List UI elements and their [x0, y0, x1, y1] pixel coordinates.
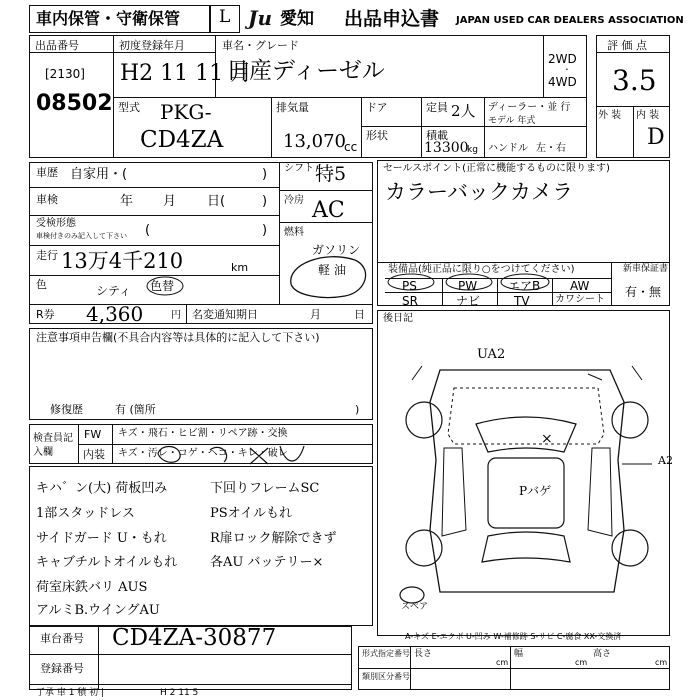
- equip-navi: ナビ: [456, 294, 481, 308]
- load-label: 積載: [426, 129, 448, 142]
- diagram-rear-window: [482, 532, 570, 562]
- form-title: 出品申込書: [344, 8, 440, 30]
- repair-close: ): [355, 403, 360, 416]
- note-3: 1部スタッドレス: [36, 506, 135, 521]
- diagram-wheel-rl: [406, 530, 442, 566]
- memo-label: 後日記: [383, 313, 413, 324]
- cap-label: 定員: [426, 101, 448, 114]
- mileage-label: 走行: [36, 249, 58, 262]
- lot-bracket: [2130]: [45, 67, 85, 81]
- note-8: 各AU バッテリー×: [210, 555, 324, 570]
- diagram-wheel-fl: [406, 402, 442, 438]
- fuel-label: 燃料: [284, 227, 304, 238]
- record-close: ): [262, 223, 268, 238]
- name-change-day: 日: [354, 308, 365, 321]
- fuel-diesel: 軽 油: [318, 263, 346, 277]
- model-year-label: モデル 年式: [488, 116, 536, 126]
- cooling-label: 冷房: [284, 195, 304, 206]
- name-value: 日産ディーゼル: [226, 58, 385, 84]
- length-label: 長さ: [414, 649, 433, 659]
- height-label: 高さ: [593, 649, 612, 659]
- color-change-circle: [145, 275, 185, 297]
- form-number-label: 形式指定番号: [362, 649, 410, 658]
- logo-org: 愛知: [280, 9, 314, 29]
- equip-pw: PW: [458, 279, 478, 293]
- equip-ps: PS: [402, 279, 417, 293]
- fw-items: キズ・飛石・ヒビ割・リペア跡・交換: [118, 428, 288, 439]
- chassis-label: 車台番号: [40, 632, 84, 645]
- bottom-row: 了承 車 1 積 初 |: [36, 688, 105, 698]
- handle-label: ハンドル: [488, 143, 528, 154]
- notes-label: 注意事項申告欄(不具合内容等は具体的に記入して下さい): [36, 331, 320, 344]
- fuel-diesel-circle: [285, 248, 371, 300]
- diagram-side-label: A2: [658, 454, 673, 467]
- length-unit: cm: [496, 658, 509, 667]
- equip-label: 装備品(純正品に限り○をつけてください): [388, 264, 575, 275]
- shape-label: 形状: [366, 129, 388, 142]
- r-tax-label: R券: [36, 308, 55, 321]
- equip-ps-circle: [386, 272, 436, 292]
- fw-label: FW: [84, 428, 102, 441]
- equip-sr: SR: [402, 294, 418, 308]
- warranty-label: 新車保証書: [623, 264, 669, 274]
- vehicle-damage-diagram: [392, 340, 662, 620]
- r-tax-value: 4,360: [86, 302, 144, 326]
- bottom-row-2: H 2 11 5: [160, 688, 199, 698]
- inspection-year: 年: [120, 194, 134, 209]
- width-label: 幅: [514, 649, 524, 659]
- diagram-spare: [400, 587, 424, 603]
- color-change: 色替: [150, 279, 175, 293]
- height-unit: cm: [655, 658, 668, 667]
- note-10: アルミB.ウイングAU: [36, 603, 160, 618]
- interior-value: D: [647, 125, 665, 150]
- equip-tv: TV: [514, 294, 530, 308]
- diagram-bed-mark: Pバゲ: [519, 484, 552, 498]
- inspection-month: 月: [163, 194, 177, 209]
- width-unit: cm: [575, 658, 588, 667]
- inspector-label: 検査員記入欄: [33, 433, 73, 458]
- load-value: 13300: [424, 140, 469, 156]
- inspection-day: 日(: [207, 194, 226, 209]
- name-label: 車名・グレード: [222, 39, 299, 52]
- rating-score: 3.5: [612, 64, 657, 97]
- sales-label: セールスポイント(正常に機能するものに限ります): [383, 163, 610, 174]
- model-label: 型式: [118, 101, 140, 114]
- mileage-value: 13万4千210: [61, 249, 184, 273]
- equip-airbag-circle: [499, 272, 551, 292]
- note-2: 下回りフレームSC: [210, 481, 320, 496]
- rating-label: 評 価 点: [607, 39, 647, 52]
- disp-value: 13,070: [283, 131, 346, 152]
- first-reg-label: 初度登録年月: [119, 39, 185, 52]
- disp-label: 排気量: [276, 101, 309, 114]
- load-unit: kg: [467, 145, 478, 155]
- equip-pw-circle: [444, 272, 494, 292]
- note-5: サイドガード U・もれ: [36, 531, 167, 546]
- color-value: シティ: [96, 284, 132, 298]
- diagram-cabin-mark: ×: [541, 431, 553, 447]
- record-label: 受検形態: [36, 218, 76, 229]
- equip-leather: カワシート: [555, 294, 605, 305]
- diagram-left-doors: [442, 448, 466, 536]
- handle-value: 左・右: [536, 143, 566, 154]
- note-6: R扉ロック解除できず: [210, 531, 337, 546]
- drive-dot: ・: [563, 65, 571, 74]
- note-7: キャブチルトオイルもれ: [36, 555, 178, 570]
- usage-label: 車歴: [36, 166, 58, 179]
- repair-label: 修復歴: [50, 403, 83, 416]
- diagram-right-doors: [588, 448, 612, 536]
- damage-legend: A-キズ E-エクボ U-凹み W-補修跡 S-サビ C-腐食 XX-交換済: [405, 632, 622, 641]
- warranty-value: 有・無: [625, 285, 662, 299]
- lot-label: 出品番号: [35, 39, 79, 52]
- record-note: 車検付きのみ記入して下さい: [36, 232, 127, 240]
- cooling-value: AC: [312, 198, 345, 223]
- r-tax-unit: 円: [171, 310, 181, 321]
- diagram-windshield: [476, 417, 576, 452]
- inspection-close: ): [262, 194, 268, 209]
- first-reg-value: H2 11 11 月: [120, 61, 253, 86]
- diagram-inner-line: [448, 388, 604, 447]
- cap-value: 2人: [451, 102, 476, 120]
- title-mark: L: [219, 7, 231, 27]
- interior-label: 内 装: [636, 110, 660, 121]
- dealer-label: ディーラー・並 行: [488, 102, 571, 113]
- color-label: 色: [36, 278, 47, 291]
- mileage-unit: km: [231, 261, 249, 274]
- record-open: (: [145, 223, 151, 238]
- note-9: 荷室床鉄バリ AUS: [36, 580, 148, 595]
- model-line1: PKG-: [160, 100, 212, 124]
- type-number-label: 類別区分番号: [362, 672, 410, 681]
- diagram-body-outline: [430, 370, 624, 592]
- drive-2wd: 2WD: [548, 52, 577, 66]
- shift-label: シフト: [284, 163, 314, 174]
- name-change-month: 月: [310, 308, 321, 321]
- disp-unit: cc: [344, 140, 358, 154]
- interior-items: キズ・汚レ・コゲ・ヘコ・キレ・破レ: [118, 448, 288, 459]
- diagram-top-label: UA2: [477, 347, 506, 362]
- fuel-gas: ガソリン: [312, 243, 361, 257]
- note-4: PSオイルもれ: [210, 506, 293, 521]
- usage-close: ): [262, 167, 268, 182]
- reg-label: 登録番号: [40, 662, 84, 675]
- sales-value: カラーバックカメラ: [385, 180, 573, 204]
- exterior-label: 外 装: [598, 110, 622, 121]
- lot-number: 08502: [36, 91, 113, 116]
- shift-value: 特5: [315, 163, 347, 185]
- name-change-label: 名変通知期日: [192, 308, 258, 321]
- chassis-value: CD4ZA-30877: [112, 625, 277, 651]
- storage-title: 車内保管・守衛保管: [36, 9, 181, 28]
- assoc-name: JAPAN USED CAR DEALERS ASSOCIATION: [456, 15, 684, 26]
- diagram-wheel-fr: [612, 402, 648, 438]
- repair-value: 有 (箇所: [115, 403, 156, 416]
- equip-airbag: エアB: [508, 279, 541, 293]
- inspection-label: 車検: [36, 193, 58, 206]
- spare-label: スペア: [401, 602, 429, 612]
- diagram-wheel-rr: [612, 530, 648, 566]
- usage-value: 自家用・(: [70, 167, 128, 182]
- note-1: キハ゛ン(大) 荷板凹み: [36, 481, 168, 496]
- door-label: ドア: [366, 101, 388, 114]
- ju-logo: Ju: [248, 6, 273, 30]
- model-line2: CD4ZA: [140, 127, 224, 153]
- drive-4wd: 4WD: [548, 75, 577, 89]
- equip-aw: AW: [570, 279, 590, 293]
- diagram-mirrors: [412, 366, 642, 380]
- interior-label-2: 内装: [83, 448, 105, 461]
